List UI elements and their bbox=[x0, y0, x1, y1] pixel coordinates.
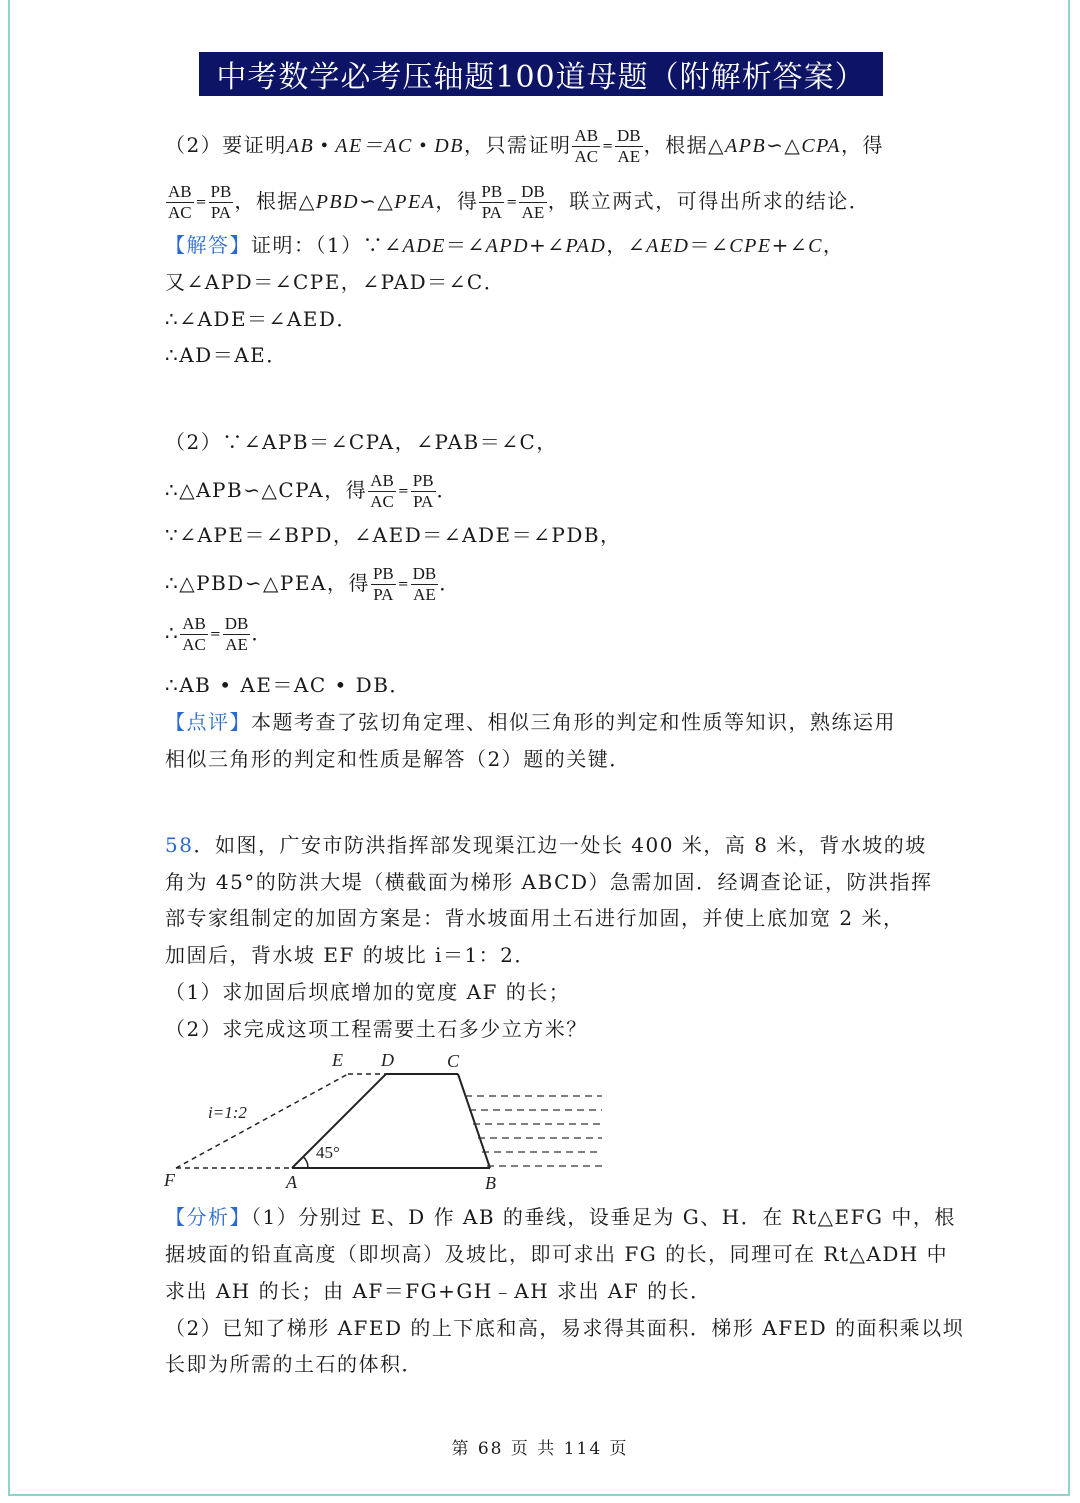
label-a: A bbox=[286, 1172, 297, 1192]
slope-ratio-label: i=1:2 bbox=[208, 1103, 247, 1122]
solution-line-5: （2）∵∠APB＝∠CPA，∠PAB＝∠C， bbox=[165, 430, 558, 454]
solution-tag: 【解答】 bbox=[165, 233, 251, 257]
fraction-pb-pa: $\frac{PB}{PA}$ bbox=[210, 182, 232, 222]
fraction-db-ae: $\frac{DB}{AE}$ bbox=[521, 182, 545, 222]
analysis-58-line-5: 长即为所需的土石的体积． bbox=[165, 1352, 423, 1376]
solution-line-2: 又∠APD＝∠CPE，∠PAD＝∠C． bbox=[165, 270, 506, 294]
analysis-58-line-4: （2）已知了梯形 AFED 的上下底和高，易求得其面积．梯形 AFED 的面积乘以坝 bbox=[165, 1316, 965, 1340]
problem-number: 58 bbox=[165, 833, 194, 857]
fraction-ab-ac: $\frac{AB}{AC}$ bbox=[182, 614, 206, 654]
problem-58-question-1: （1）求加固后坝底增加的宽度 AF 的长； bbox=[165, 980, 571, 1004]
problem-58-line-4: 加固后，背水坡 EF 的坡比 i＝1：2． bbox=[165, 943, 536, 967]
label-e: E bbox=[332, 1050, 343, 1070]
fraction-db-ae: $\frac{DB}{AE}$ bbox=[224, 614, 249, 654]
solution-line-3: ∴∠ADE＝∠AED． bbox=[165, 307, 358, 331]
analysis-58-line-1: 【分析】（1）分别过 E、D 作 AB 的垂线，设垂足为 G、H．在 Rt△EFG 中，根 bbox=[165, 1205, 956, 1229]
analysis-part2-line-2: $\frac{AB}{AC}$ = $\frac{PB}{PA}$ ，根据△PBD∽△PEA，得 $\frac{PB}{PA}$ = $\frac{DB}{AE}$ ，联立两式，可得出所求的结论． bbox=[168, 182, 871, 222]
angle-label: 45° bbox=[316, 1143, 340, 1162]
comment-line-2: 相似三角形的判定和性质是解答（2）题的关键． bbox=[165, 747, 631, 771]
problem-58-line-2: 角为 45°的防洪大堤（横截面为梯形 ABCD）急需加固．经调查论证，防洪指挥 bbox=[165, 870, 933, 894]
solution-line-10: ∴AB • AE＝AC • DB． bbox=[165, 673, 411, 697]
label-c: C bbox=[447, 1051, 460, 1071]
fraction-pb-pa: $\frac{PB}{PA}$ bbox=[412, 471, 434, 511]
comment-tag: 【点评】 bbox=[165, 710, 251, 734]
label-d: D bbox=[381, 1050, 394, 1070]
solution-line-4: ∴AD＝AE． bbox=[165, 343, 288, 367]
solution-line-7: ∵∠APE＝∠BPD，∠AED＝∠ADE＝∠PDB， bbox=[165, 523, 622, 547]
fraction-ab-ac: $\frac{AB}{AC}$ bbox=[574, 126, 599, 166]
angle-arc bbox=[303, 1157, 308, 1168]
page-footer: 第 68 页 共 114 页 bbox=[451, 1439, 629, 1459]
label-b: B bbox=[485, 1173, 496, 1193]
fraction-ab-ac: $\frac{AB}{AC}$ bbox=[370, 471, 394, 511]
label-f: F bbox=[164, 1170, 175, 1190]
analysis-tag: 【分析】 bbox=[165, 1205, 251, 1229]
fraction-pb-pa: $\frac{PB}{PA}$ bbox=[372, 564, 394, 604]
dam-cross-section-figure bbox=[160, 1050, 610, 1195]
solution-line-1: 【解答】证明：（1）∵∠ADE＝∠APD+∠PAD，∠AED＝∠CPE+∠C， bbox=[165, 233, 845, 257]
analysis-58-line-3: 求出 AH 的长；由 AF＝FG+GH﹣AH 求出 AF 的长． bbox=[165, 1279, 712, 1303]
problem-58-line-3: 部专家组制定的加固方案是：背水坡面用土石进行加固，并使上底加宽 2 米， bbox=[165, 906, 905, 930]
fraction-pb-pa: $\frac{PB}{PA}$ bbox=[481, 182, 503, 222]
problem-58-line-1: 58．如图，广安市防洪指挥部发现渠江边一处长 400 米，高 8 米，背水坡的坡 bbox=[165, 833, 927, 857]
analysis-part2-line-1: （2）要证明AB • AE＝AC • DB，只需证明 $\frac{AB}{AC}$ = $\frac{DB}{AE}$ ，根据△APB∽△CPA，得 bbox=[165, 126, 885, 166]
fraction-db-ae: $\frac{DB}{AE}$ bbox=[617, 126, 641, 166]
solution-line-6: ∴△APB∽△CPA，得 $\frac{AB}{AC}$ = $\frac{PB}{PA}$ ． bbox=[165, 471, 459, 511]
solution-line-8: ∴△PBD∽△PEA，得 $\frac{PB}{PA}$ = $\frac{DB}{AE}$ ． bbox=[165, 564, 461, 604]
analysis-58-line-2: 据坡面的铅直高度（即坝高）及坡比，即可求出 FG 的长，同理可在 Rt△ADH 中 bbox=[165, 1242, 949, 1266]
fraction-ab-ac: $\frac{AB}{AC}$ bbox=[168, 182, 192, 222]
slope-cb bbox=[458, 1074, 490, 1168]
comment-line-1: 【点评】本题考查了弦切角定理、相似三角形的判定和性质等知识，熟练运用 bbox=[165, 710, 896, 734]
document-title: 中考数学必考压轴题100道母题（附解析答案） bbox=[199, 52, 883, 96]
fraction-db-ae: $\frac{DB}{AE}$ bbox=[412, 564, 437, 604]
problem-58-question-2: （2）求完成这项工程需要土石多少立方米？ bbox=[165, 1017, 588, 1041]
solution-line-9: ∴ $\frac{AB}{AC}$ = $\frac{DB}{AE}$ ． bbox=[165, 614, 273, 654]
